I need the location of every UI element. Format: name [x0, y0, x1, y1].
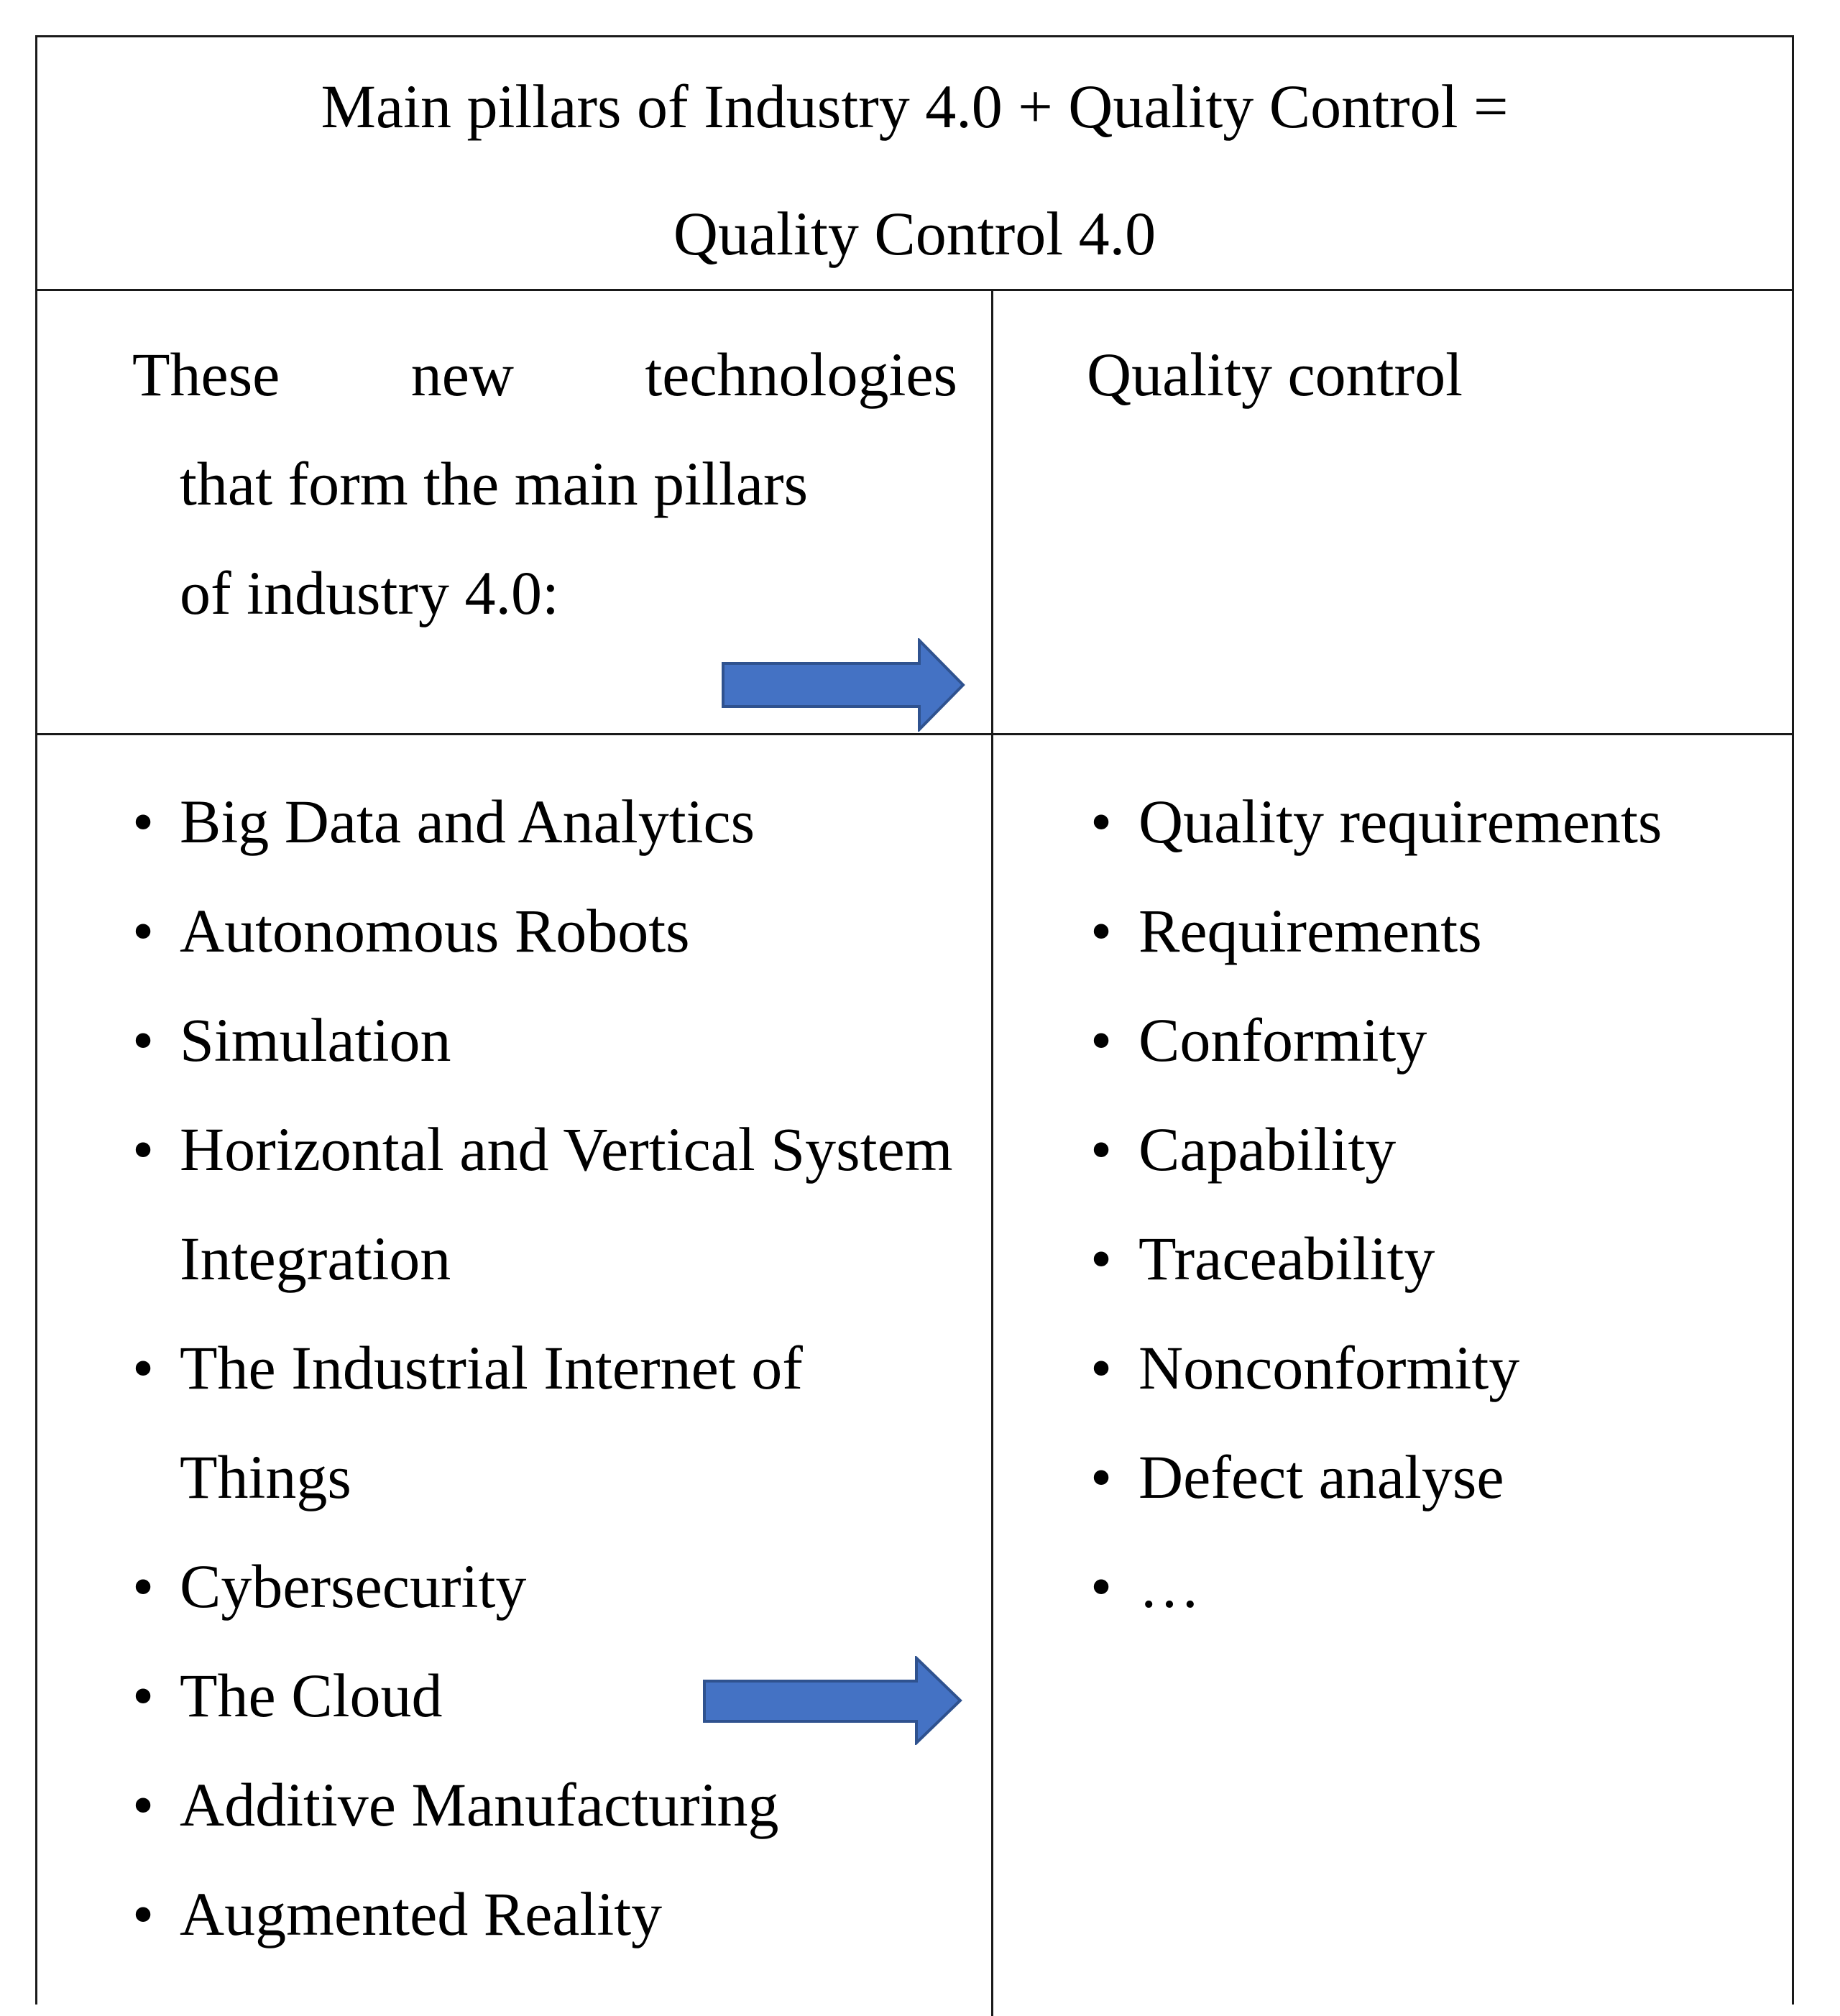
list-item — [132, 1532, 980, 1641]
list-item — [132, 1641, 980, 1750]
bullet-icon: • — [1090, 896, 1113, 965]
bullet-icon: • — [1090, 1115, 1113, 1184]
bullet-icon: • — [1090, 787, 1113, 856]
quality-control-list — [1090, 767, 1737, 1641]
bullet-icon: • — [1090, 1552, 1113, 1621]
technology-label: The Industrial Internet of Things — [180, 1333, 803, 1511]
quality-item-label: Defect analyse — [1138, 1442, 1504, 1511]
technology-label: Cybersecurity — [180, 1552, 527, 1621]
list-item — [1090, 985, 1737, 1095]
intro-word: These — [132, 340, 280, 409]
bullet-icon: • — [1090, 1442, 1113, 1511]
intro-line-3: of industry 4.0: — [180, 558, 559, 627]
quality-control-heading: Quality control — [1087, 340, 1463, 409]
bullet-icon: • — [1090, 1333, 1113, 1402]
quality-item-label: Traceability — [1138, 1224, 1435, 1293]
list-item — [1090, 767, 1737, 876]
list-item — [132, 1859, 980, 1969]
list-item — [1090, 1532, 1737, 1641]
bullet-icon: • — [1090, 1005, 1113, 1074]
list-item — [132, 1313, 980, 1532]
technology-label: Additive Manufacturing — [180, 1770, 779, 1839]
right-arrow-icon — [721, 638, 965, 732]
bullet-icon: • — [132, 1333, 155, 1402]
technologies-list — [132, 767, 980, 1969]
bullet-icon: • — [132, 1661, 155, 1730]
list-item — [132, 767, 980, 876]
list-item — [132, 1095, 980, 1313]
intro-word: new — [410, 340, 514, 409]
table-title-line-1: Main pillars of Industry 4.0 + Quality Control = — [321, 72, 1509, 141]
list-item — [132, 876, 980, 985]
quality-item-label: Quality requirements — [1138, 787, 1662, 856]
bullet-icon: • — [132, 1005, 155, 1074]
list-item — [132, 985, 980, 1095]
technology-label: Horizontal and Vertical System Integration — [180, 1115, 953, 1293]
table-title-line-2: Quality Control 4.0 — [673, 199, 1156, 268]
list-item — [1090, 1204, 1737, 1313]
bullet-icon: • — [132, 1552, 155, 1621]
bullet-icon: • — [132, 1879, 155, 1948]
list-item — [1090, 1422, 1737, 1532]
quality-item-label: Capability — [1138, 1115, 1397, 1184]
list-item — [1090, 876, 1737, 985]
quality-item-label: Conformity — [1138, 1005, 1427, 1074]
quality-item-label: … — [1138, 1552, 1200, 1621]
bullet-icon: • — [1090, 1224, 1113, 1293]
pillars-table — [35, 35, 1794, 2005]
bullet-icon: • — [132, 896, 155, 965]
list-item — [1090, 1095, 1737, 1204]
column-divider — [991, 291, 993, 2016]
intro-line-1 — [132, 320, 957, 429]
technology-label: Autonomous Robots — [180, 896, 690, 965]
quality-item-label: Requirements — [1138, 896, 1482, 965]
technology-label: Augmented Reality — [180, 1879, 663, 1948]
bullet-icon: • — [132, 1770, 155, 1839]
list-item — [1090, 1313, 1737, 1422]
table-title-cell — [37, 37, 1792, 291]
technology-label: The Cloud — [180, 1661, 443, 1730]
intro-line-2: that form the main pillars — [180, 449, 809, 518]
row-divider — [37, 733, 1792, 735]
bullet-icon: • — [132, 1115, 155, 1184]
bullet-icon: • — [132, 787, 155, 856]
quality-item-label: Nonconformity — [1138, 1333, 1520, 1402]
list-item — [132, 1750, 980, 1859]
technology-label: Big Data and Analytics — [180, 787, 755, 856]
technology-label: Simulation — [180, 1005, 451, 1074]
intro-word: technologies — [645, 340, 957, 409]
